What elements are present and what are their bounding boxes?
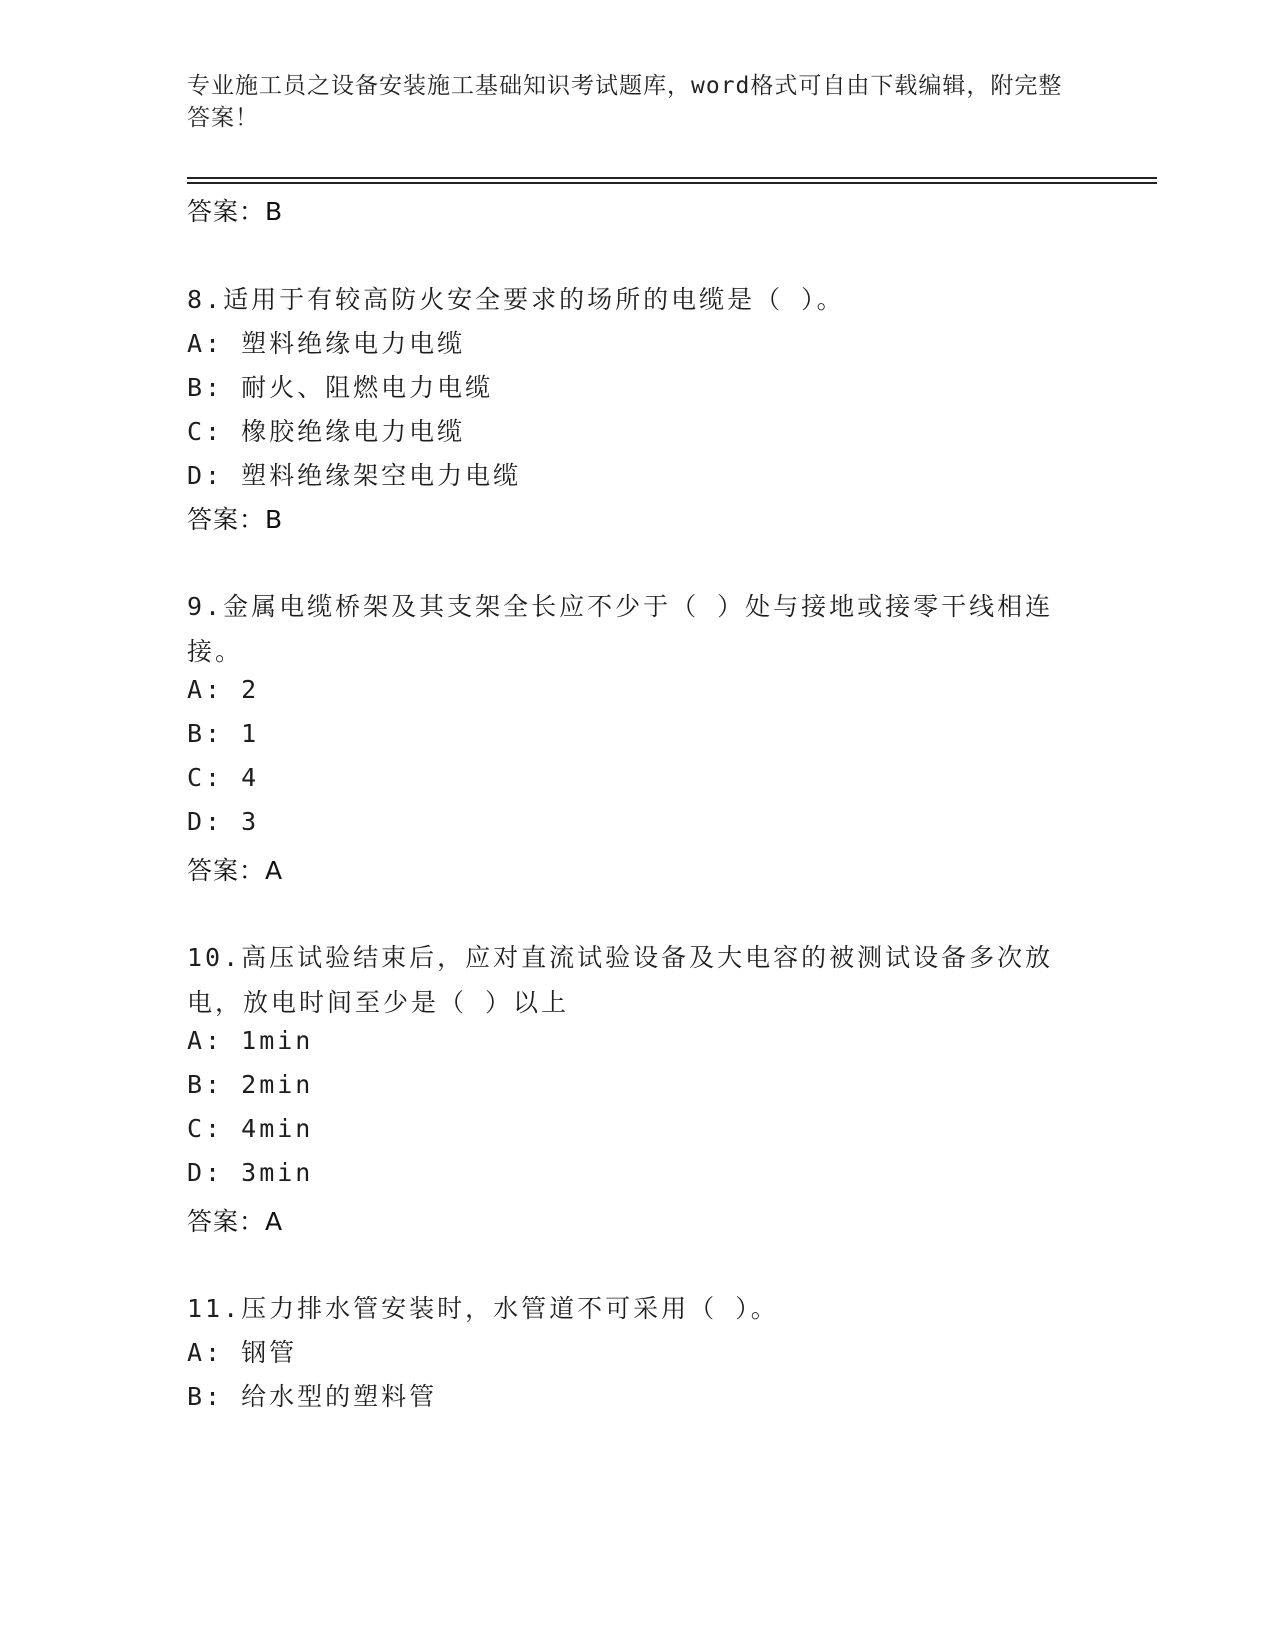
answer-prev: 答案：B bbox=[187, 197, 284, 226]
question-10-option-d: D: 3min bbox=[187, 1158, 314, 1187]
question-9-option-a: A: 2 bbox=[187, 675, 260, 704]
question-10-option-b: B: 2min bbox=[187, 1070, 314, 1099]
question-10-stem: 10.高压试验结束后，应对直流试验设备及大电容的被测试设备多次放电，放电时间至少是（ ）以上 bbox=[187, 943, 1054, 1017]
question-8-stem: 8.适用于有较高防火安全要求的场所的电缆是（ ）。 bbox=[187, 285, 845, 314]
question-9-option-c: C: 4 bbox=[187, 763, 260, 792]
document-header: 专业施工员之设备安装施工基础知识考试题库，word格式可自由下载编辑，附完整答案！ bbox=[187, 73, 1063, 131]
question-10-option-a: A: 1min bbox=[187, 1026, 314, 1055]
question-11-stem: 11.压力排水管安装时，水管道不可采用（ ）。 bbox=[187, 1294, 779, 1323]
question-9-option-b: B: 1 bbox=[187, 719, 260, 748]
question-8-option-c: C: 橡胶绝缘电力电缆 bbox=[187, 417, 466, 446]
question-8-option-a: A: 塑料绝缘电力电缆 bbox=[187, 329, 466, 358]
question-9-answer: 答案：A bbox=[187, 856, 284, 885]
question-11-option-a: A: 钢管 bbox=[187, 1338, 298, 1367]
question-10-answer: 答案：A bbox=[187, 1207, 284, 1236]
question-9-stem: 9.金属电缆桥架及其支架全长应不少于（ ）处与接地或接零干线相连接。 bbox=[187, 592, 1054, 666]
question-8-option-d: D: 塑料绝缘架空电力电缆 bbox=[187, 461, 522, 490]
question-8-option-b: B: 耐火、阻燃电力电缆 bbox=[187, 373, 494, 402]
question-9-option-d: D: 3 bbox=[187, 807, 260, 836]
question-8-answer: 答案：B bbox=[187, 505, 284, 534]
header-divider-bottom bbox=[187, 182, 1157, 184]
header-divider-top bbox=[187, 177, 1157, 179]
question-11-option-b: B: 给水型的塑料管 bbox=[187, 1382, 438, 1411]
question-10-option-c: C: 4min bbox=[187, 1114, 314, 1143]
